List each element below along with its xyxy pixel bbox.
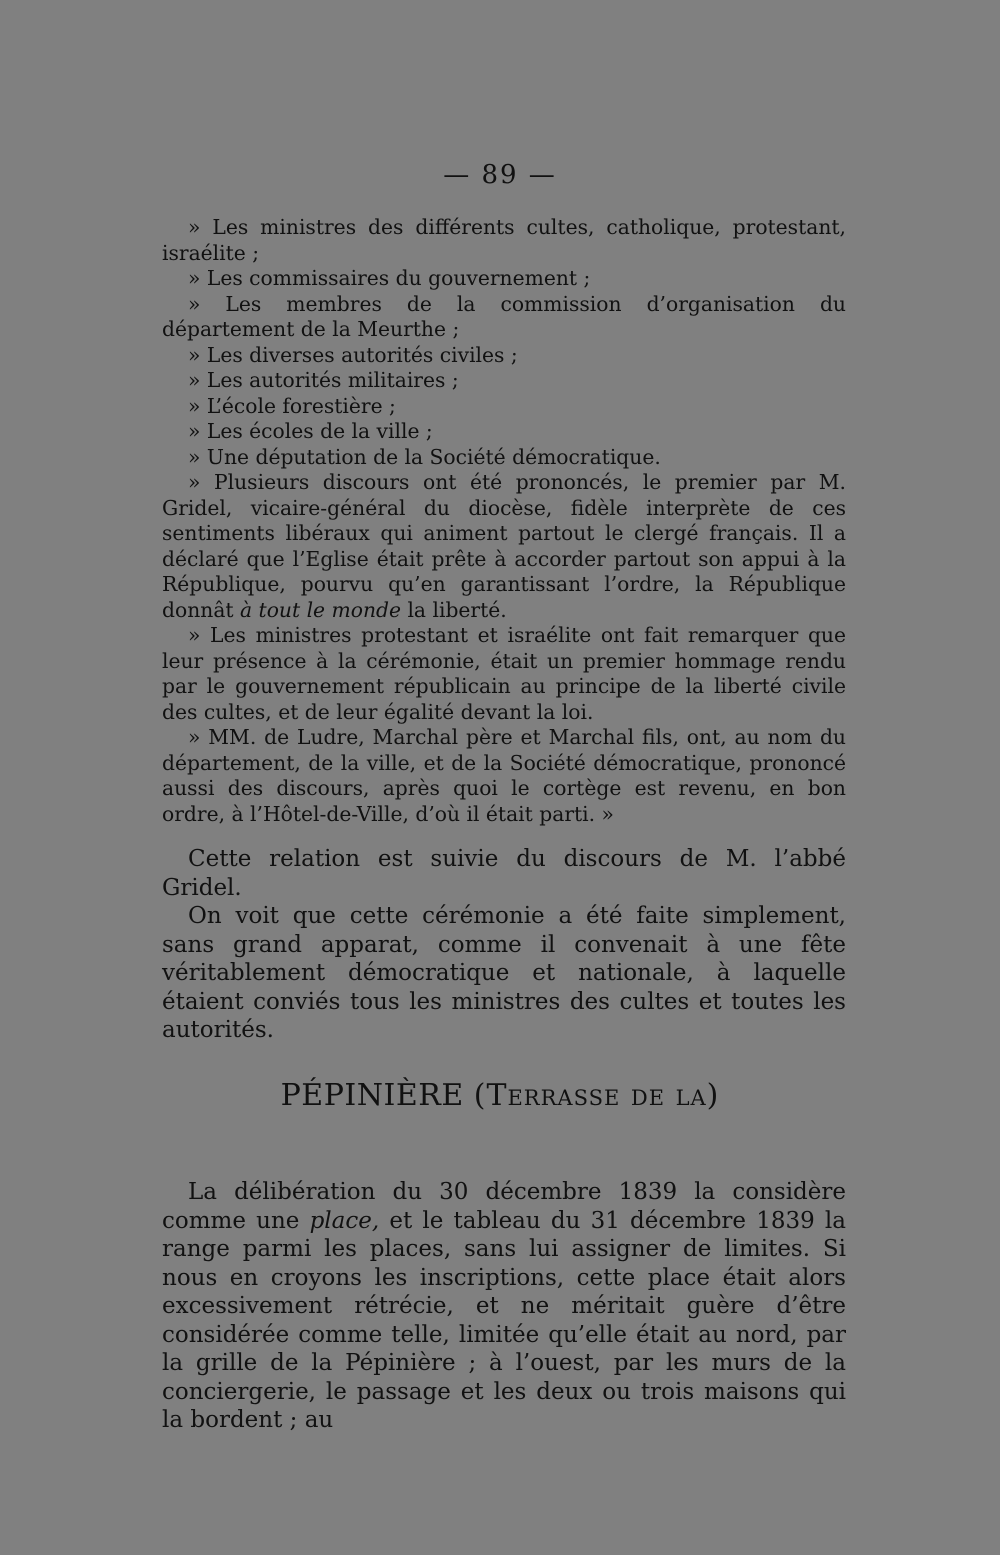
summary-paragraph: Cette relation est suivie du discours de M. l’abbé Gridel.	[162, 846, 846, 901]
section-heading-sub: (Terrasse de la)	[473, 1078, 720, 1113]
text-run: et le tableau du 31 décembre 1839 la range parmi les places, sans lui assigner de limites. Si nous en croyons les inscriptions, cette place était alors excessivement rétrécie, et ne méritait guère d’être considérée comme telle, limitée qu’elle était au nord, par la grille de la Pépinière ; à l’ouest, par les murs de la conciergerie, le passage et les deux ou trois maisons qui la bordent ; au	[162, 1207, 846, 1433]
italic-text: place,	[309, 1207, 380, 1234]
quote-paragraph-speeches	[162, 470, 846, 623]
quoted-report	[162, 215, 846, 827]
quote-paragraph: » Les ministres des différents cultes, catholique, protestant, israélite ;	[162, 215, 846, 265]
quote-paragraph: » Les diverses autorités civiles ;	[188, 342, 518, 367]
text-run: La délibération du 30 décembre 1839 la considère comme une	[162, 1179, 846, 1234]
quote-paragraph: » Les commissaires du gouvernement ;	[188, 266, 591, 290]
quote-paragraph: » Les écoles de la ville ;	[188, 419, 433, 443]
text-run: » Plusieurs discours ont été prononcés, le premier par M. Gridel, vicaire-général du diocèse, fidèle interprète de ces sentiments libéraux qui animent partout le clergé français. Il a déclaré que l’Eglise était prête à accorder partout son appui à la République, pourvu qu’en garantissant l’ordre, la République donnât	[162, 470, 846, 622]
page-number: — 89 —	[443, 160, 557, 190]
quote-paragraph: » Les membres de la commission d’organisation du département de la Meurthe ;	[162, 291, 846, 341]
section-body	[162, 1178, 846, 1435]
quote-paragraph: » MM. de Ludre, Marchal père et Marchal fils, ont, au nom du département, de la ville, et de la Société démocratique, prononcé aussi des discours, après quoi le cortège est revenu, en bon ordre, à l’Hôtel-de-Ville, d’où il était parti. »	[162, 725, 846, 826]
quote-paragraph: » Les ministres protestant et israélite ont fait remarquer que leur présence à la cérémonie, était un premier hommage rendu par le gouvernement républicain au principe de la liberté civile des cultes, et de leur égalité devant la loi.	[162, 623, 846, 724]
summary-paragraph: On voit que cette cérémonie a été faite simplement, sans grand apparat, comme il convenait à une fête véritablement démocratique et nationale, à laquelle étaient conviés tous les ministres des cultes et toutes les autorités.	[162, 903, 846, 1043]
italic-text: à tout le monde	[240, 597, 401, 622]
body-paragraph	[162, 1178, 846, 1435]
quote-paragraph: » Les autorités militaires ;	[188, 368, 459, 392]
quote-paragraph: » L’école forestière ;	[188, 393, 396, 418]
text-run: la liberté.	[401, 597, 507, 622]
quote-paragraph: » Une députation de la Société démocratique.	[188, 444, 661, 469]
section-heading-main: PÉPINIÈRE	[280, 1078, 464, 1113]
summary-text	[162, 845, 846, 1045]
section-heading	[0, 1078, 1000, 1113]
